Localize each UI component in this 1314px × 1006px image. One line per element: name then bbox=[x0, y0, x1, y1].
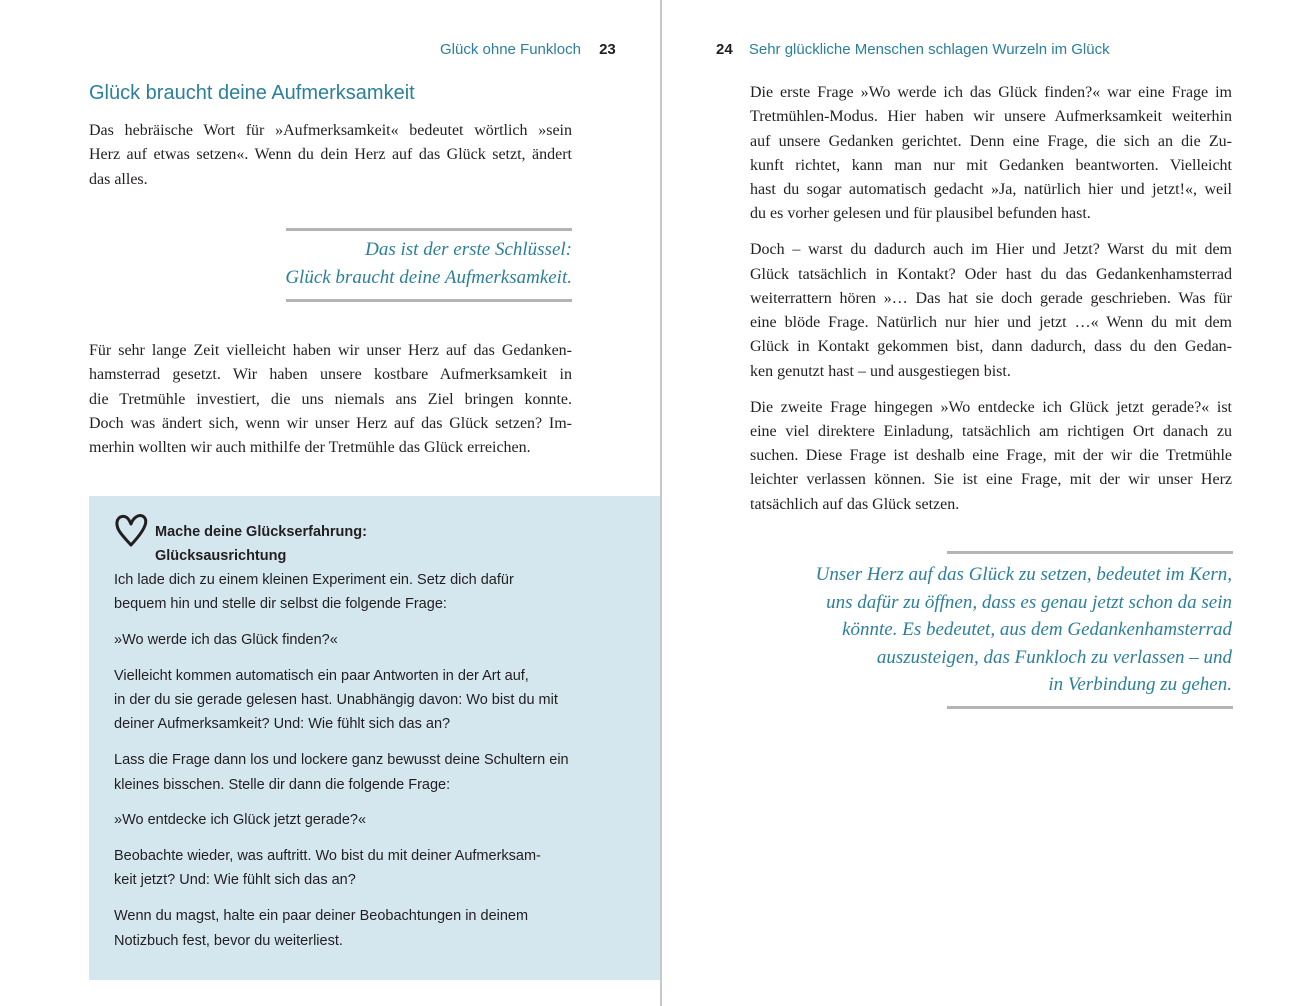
text-line: hast du sogar automatisch gedacht »Ja, natürlich hier und jetzt!«, weil bbox=[750, 181, 1232, 199]
text-line: Herz auf etwas setzen«. Wenn du dein Herz auf das Glück setzt, ändert bbox=[89, 146, 572, 164]
page-gutter bbox=[660, 0, 662, 1006]
text-line: Für sehr lange Zeit vielleicht haben wir unser Herz auf das Gedanken- bbox=[89, 342, 572, 359]
text-line: Lass die Frage dann los und lockere ganz bewusst deine Schultern ein bbox=[114, 752, 569, 769]
text-line: »Wo entdecke ich Glück jetzt gerade?« bbox=[114, 812, 367, 829]
paragraph bbox=[114, 904, 584, 953]
exercise-title-line-2: Glücksausrichtung bbox=[155, 548, 287, 565]
quote-rule-top bbox=[286, 228, 572, 231]
text-line: deiner Aufmerksamkeit? Und: Wie fühlt sich das an? bbox=[114, 716, 451, 733]
text-line: Das hebräische Wort für »Aufmerksamkeit« bedeutet wörtlich »sein bbox=[89, 122, 572, 139]
paragraph bbox=[114, 628, 584, 652]
text-line: Notizbuch fest, bevor du weiterliest. bbox=[114, 932, 343, 949]
text-line: hamsterrad gesetzt. Wir haben unsere kostbare Aufmerksamkeit in bbox=[89, 366, 572, 384]
text-line: Die zweite Frage hingegen »Wo entdecke ich Glück jetzt gerade?« ist bbox=[750, 398, 1232, 416]
page-number: 23 bbox=[599, 41, 616, 58]
exercise-text bbox=[114, 568, 584, 964]
pull-quote bbox=[200, 236, 572, 291]
text-line: Glück tatsächlich in Kontakt? Oder hast du das Gedankenhamsterrad bbox=[750, 265, 1232, 283]
paragraph bbox=[114, 748, 584, 797]
text-line: kleines bisschen. Stelle dir dann die folgende Frage: bbox=[114, 776, 451, 793]
text-line: suchen. Diese Frage ist deshalb eine Frage, mit der wir die Tretmühle bbox=[750, 447, 1232, 465]
left-running-header bbox=[440, 41, 616, 58]
text-line: Ich lade dich zu einem kleinen Experiment ein. Setz dich dafür bbox=[114, 572, 514, 588]
exercise-title bbox=[155, 520, 367, 569]
paragraph bbox=[750, 81, 1232, 227]
exercise-box bbox=[89, 496, 660, 980]
paragraph bbox=[750, 396, 1232, 517]
text-line: Beobachte wieder, was auftritt. Wo bist du mit deiner Aufmerksam- bbox=[114, 848, 541, 865]
text-line: Glück in Kontakt gekommen bist, dann dadurch, dass du den Gedan- bbox=[750, 338, 1232, 356]
text-line: ken genutzt hast – und ausgestiegen bist. bbox=[750, 362, 1011, 380]
text-line: kunft richtet, kann man nur mit Gedanken beantworten. Vielleicht bbox=[750, 156, 1232, 174]
quote-line: Unser Herz auf das Glück zu setzen, bedeutet im Kern, bbox=[815, 564, 1232, 585]
text-line: leichter verlassen können. Sie ist eine Frage, mit der wir unser Herz bbox=[750, 471, 1232, 489]
quote-line: in Verbindung zu gehen. bbox=[1048, 674, 1232, 696]
text-line: Die erste Frage »Wo werde ich das Glück finden?« war eine Frage im bbox=[750, 84, 1232, 101]
text-line: du es vorher gelesen und für plausibel befunden hast. bbox=[750, 205, 1091, 223]
paragraph bbox=[114, 568, 584, 617]
right-running-header bbox=[716, 41, 1110, 58]
quote-line: könnte. Es bedeutet, aus dem Gedankenhamsterrad bbox=[842, 619, 1232, 641]
text-line: eine blöde Frage. Natürlich nur hier und jetzt …« Wenn du mit dem bbox=[750, 314, 1232, 332]
quote-rule-bottom bbox=[947, 706, 1233, 709]
quote-line: uns dafür zu öffnen, dass es genau jetzt schon da sein bbox=[826, 591, 1232, 613]
paragraph bbox=[114, 664, 584, 737]
quote-rule-top bbox=[947, 551, 1233, 554]
heart-icon bbox=[113, 512, 149, 548]
left-text-2 bbox=[89, 339, 572, 472]
left-text-1 bbox=[89, 119, 572, 203]
chapter-title: Sehr glückliche Menschen schlagen Wurzeln im Glück bbox=[748, 41, 1110, 58]
quote-line: Glück braucht deine Aufmerksamkeit. bbox=[285, 266, 572, 288]
text-line: Doch – warst du dadurch auch im Hier und Jetzt? Warst du mit dem bbox=[750, 241, 1232, 259]
quote-line: Das ist der erste Schlüssel: bbox=[365, 239, 572, 260]
text-line: eine viel direktere Einladung, tatsächlich am richtigen Ort danach zu bbox=[750, 422, 1232, 440]
text-line: das alles. bbox=[89, 170, 148, 188]
text-line: Doch was ändert sich, wenn wir unser Herz auf das Glück setzen? Im- bbox=[89, 414, 572, 432]
text-line: Wenn du magst, halte ein paar deiner Beobachtungen in deinem bbox=[114, 908, 529, 925]
paragraph bbox=[114, 808, 584, 832]
text-line: in der du sie gerade gelesen hast. Unabhängig davon: Wo bist du mit bbox=[114, 692, 558, 709]
quote-line: auszusteigen, das Funkloch zu verlassen – und bbox=[876, 646, 1232, 668]
paragraph bbox=[89, 339, 572, 460]
text-line: Tretmühlen-Modus. Hier haben wir unsere Aufmerksamkeit weiterhin bbox=[750, 108, 1232, 126]
section-heading: Glück braucht deine Aufmerksamkeit bbox=[89, 82, 415, 104]
text-line: die Tretmühle investiert, die uns niemals ans Ziel bringen konnte. bbox=[89, 390, 572, 408]
text-line: keit jetzt? Und: Wie fühlt sich das an? bbox=[114, 872, 356, 889]
text-line: bequem hin und stelle dir selbst die folgende Frage: bbox=[114, 596, 447, 613]
text-line: merhin wollten wir auch mithilfe der Tretmühle das Glück erreichen. bbox=[89, 439, 531, 457]
text-line: tatsächlich auf das Glück setzen. bbox=[750, 495, 960, 513]
text-line: weiterrattern hören »… Das hat sie doch gerade geschrieben. Was für bbox=[750, 289, 1232, 307]
pull-quote bbox=[760, 561, 1232, 699]
page-number: 24 bbox=[716, 41, 733, 58]
text-line: Vielleicht kommen automatisch ein paar Antworten in der Art auf, bbox=[114, 667, 529, 684]
text-line: auf unsere Gedanken gerichtet. Denn eine Frage, die sich an die Zu- bbox=[750, 132, 1232, 150]
paragraph bbox=[114, 844, 584, 893]
right-text bbox=[750, 81, 1232, 529]
paragraph bbox=[89, 119, 572, 192]
paragraph bbox=[750, 238, 1232, 384]
text-line: »Wo werde ich das Glück finden?« bbox=[114, 632, 338, 649]
chapter-title: Glück ohne Funkloch bbox=[440, 41, 581, 58]
exercise-title-line-1: Mache deine Glückserfahrung: bbox=[155, 524, 367, 540]
quote-rule-bottom bbox=[286, 299, 572, 302]
